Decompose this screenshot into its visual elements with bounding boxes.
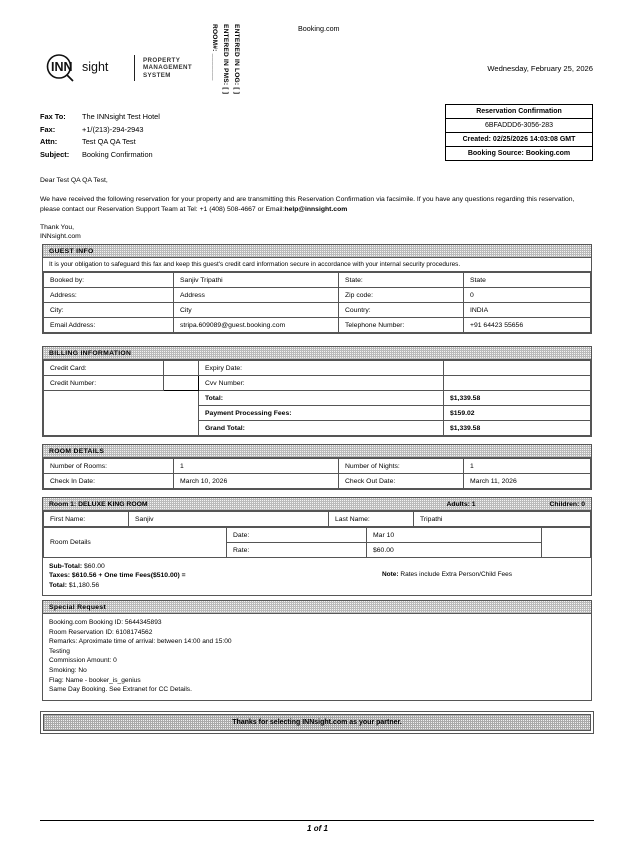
room-details-title: ROOM DETAILS	[43, 445, 591, 458]
special-request-line: Flag: Name - booker_is_genius	[49, 676, 141, 684]
taxes-line	[49, 571, 309, 580]
letter-paragraph-text: We have received the following reservation for your property and are transmitting this Reservation Confirmation via facsimile. If you have any questions regarding this reservation, please contact our Reservation Support Team at Tel: +1 (408) 508-4667 or Email:	[40, 196, 575, 213]
fax-number-row	[40, 125, 160, 134]
city-label: City:	[44, 303, 174, 318]
check-out-date-label: Check Out Date:	[339, 474, 464, 489]
svg-text:sight: sight	[82, 60, 109, 74]
entered-in-log-mark: ENTERED IN LOG: [ ]	[233, 24, 240, 95]
room-total-line	[49, 581, 309, 590]
logo-tagline-line-3: SYSTEM	[143, 71, 171, 79]
guest-info-section	[42, 244, 592, 334]
confirmation-source-label: Booking Source:	[467, 150, 524, 157]
thanks-bar-wrapper	[40, 711, 594, 734]
reservation-confirmation-box	[445, 104, 593, 161]
number-of-nights-label: Number of Nights:	[339, 459, 464, 474]
room-one-totals	[43, 558, 591, 595]
confirmation-source	[446, 147, 592, 160]
email-label: Email Address:	[44, 318, 174, 333]
room-number-mark: ROOM#: _______	[211, 24, 218, 81]
room-one-guest-table	[43, 511, 591, 527]
table-row	[44, 288, 591, 303]
guest-info-title: GUEST INFO	[43, 245, 591, 258]
telephone-value: +91 64423 55656	[464, 318, 591, 333]
special-request-body	[43, 614, 591, 700]
zip-value: 0	[464, 288, 591, 303]
grand-total-label: Grand Total:	[199, 421, 444, 436]
taxes-label: Taxes:	[49, 572, 71, 580]
special-request-line: Remarks: Aproximate time of arrival: between 14:00 and 15:00	[49, 638, 232, 646]
cvv-value	[444, 376, 591, 391]
logo-tagline	[143, 57, 192, 80]
room-details-section	[42, 444, 592, 490]
booking-source-top-label: Booking.com	[298, 24, 340, 33]
logo-divider	[134, 55, 135, 81]
room-one-header	[43, 498, 591, 511]
billing-information-section	[42, 346, 592, 437]
thanks-bar: Thanks for selecting INNsight.com as your partner.	[43, 714, 591, 731]
cvv-label: Cvv Number:	[199, 376, 444, 391]
room-rate-blank-cell	[542, 528, 591, 558]
rate-label: Rate:	[227, 543, 367, 558]
letter-closing	[40, 223, 596, 241]
booked-by-label: Booked by:	[44, 273, 174, 288]
fax-to-label: Fax To:	[40, 112, 66, 121]
room-one-note	[309, 562, 585, 590]
credit-card-label: Credit Card:	[44, 361, 164, 376]
city-value: City	[174, 303, 339, 318]
billing-blank-cell	[44, 391, 199, 436]
last-name-label: Last Name:	[329, 512, 414, 527]
table-row	[44, 303, 591, 318]
special-request-line: Smoking: No	[49, 666, 87, 674]
innsight-logo	[44, 54, 192, 82]
taxes-value: $610.56 + One time Fees($510.00) =	[71, 572, 186, 580]
letter-paragraph	[40, 195, 596, 215]
entered-in-pms-mark: ENTERED IN PMS: [ ]	[222, 24, 229, 95]
check-in-date-label: Check In Date:	[44, 474, 174, 489]
table-row	[44, 376, 591, 391]
room-details-table	[43, 458, 591, 489]
table-row	[44, 318, 591, 333]
table-row	[44, 391, 591, 406]
address-value: Address	[174, 288, 339, 303]
table-row	[44, 273, 591, 288]
page-indicator: 1 of 1	[307, 824, 328, 833]
guest-info-note: It is your obligation to safeguard this fax and keep this guest's credit card information secure in accordance with your internal security procedures.	[43, 258, 591, 272]
table-row	[44, 512, 591, 527]
letter-thanks: Thank You,	[40, 224, 75, 231]
special-request-line: Room Reservation ID: 6108174562	[49, 628, 153, 636]
check-out-date-value: March 11, 2026	[464, 474, 591, 489]
page-header	[0, 0, 635, 100]
fax-number-label: Fax:	[40, 124, 56, 134]
room-one-section	[42, 497, 592, 596]
special-request-line: Commission Amount: 0	[49, 657, 117, 665]
processing-fees-value: $159.02	[444, 406, 591, 421]
grand-total-value: $1,339.58	[444, 421, 591, 436]
support-email: help@innsight.com	[284, 206, 348, 213]
confirmation-code: 6BFADDD6-3056-283	[446, 119, 592, 133]
check-in-date-value: March 10, 2026	[174, 474, 339, 489]
special-request-line: Same Day Booking. See Extranet for CC Details.	[49, 686, 192, 694]
guest-info-table	[43, 272, 591, 333]
last-name-value: Tripathi	[414, 512, 591, 527]
credit-card-value	[164, 361, 199, 376]
booked-by-value: Sanjiv Tripathi	[174, 273, 339, 288]
logo-tagline-line-2: MANAGEMENT	[143, 64, 193, 72]
room-total-value: $1,180.56	[68, 581, 100, 589]
room-total-label: Total:	[49, 581, 67, 589]
number-of-rooms-label: Number of Rooms:	[44, 459, 174, 474]
credit-number-value	[164, 376, 199, 391]
fax-attn-row	[40, 137, 160, 146]
table-row	[44, 361, 591, 376]
rate-date-label: Date:	[227, 528, 367, 543]
room-one-totals-left	[49, 562, 309, 590]
processing-fees-label: Payment Processing Fees:	[199, 406, 444, 421]
total-value: $1,339.58	[444, 391, 591, 406]
room-one-adults: Adults: 1	[446, 500, 476, 508]
first-name-label: First Name:	[44, 512, 129, 527]
room-one-title: Room 1: DELUXE KING ROOM	[49, 500, 148, 508]
room-note-label: Note:	[381, 571, 399, 578]
special-request-title: Special Request	[43, 601, 591, 614]
fax-subject-value: Booking Confirmation	[82, 149, 153, 159]
room-note-value: Rates include Extra Person/Child Fees	[400, 571, 513, 578]
rate-value: $60.00	[367, 543, 542, 558]
table-row	[44, 474, 591, 489]
rate-date-value: Mar 10	[367, 528, 542, 543]
state-value: State	[464, 273, 591, 288]
innsight-wordmark	[44, 54, 130, 82]
fax-to-value: The INNsight Test Hotel	[82, 112, 160, 121]
letter-body	[40, 176, 596, 249]
address-label: Address:	[44, 288, 174, 303]
sub-total-line	[49, 562, 309, 571]
credit-number-label: Credit Number:	[44, 376, 164, 391]
footer-rule	[40, 820, 594, 821]
sub-total-label: Sub-Total:	[49, 563, 83, 570]
confirmation-created-label: Created:	[462, 136, 491, 143]
billing-title: BILLING INFORMATION	[43, 347, 591, 360]
fax-attn-value: Test QA QA Test	[82, 137, 136, 146]
country-label: Country:	[339, 303, 464, 318]
expiry-date-value	[444, 361, 591, 376]
sub-total-value: $60.00	[84, 563, 105, 570]
confirmation-source-value: Booking.com	[525, 150, 571, 157]
document-date: Wednesday, February 25, 2026	[487, 64, 593, 73]
zip-label: Zip code:	[339, 288, 464, 303]
special-request-line: Testing	[49, 647, 70, 655]
country-value: INDIA	[464, 303, 591, 318]
letter-salutation: Dear Test QA QA Test,	[40, 177, 108, 184]
state-label: State:	[339, 273, 464, 288]
confirmation-created	[446, 133, 592, 147]
number-of-rooms-value: 1	[174, 459, 339, 474]
letter-signature: INNsight.com	[40, 233, 81, 240]
billing-table	[43, 360, 591, 436]
confirmation-title: Reservation Confirmation	[446, 105, 592, 119]
fax-stamp-marks	[196, 22, 258, 102]
confirmation-created-value: 02/25/2026 14:03:08 GMT	[492, 136, 576, 143]
expiry-date-label: Expiry Date:	[199, 361, 444, 376]
room-one-children: Children: 0	[549, 500, 585, 508]
total-label: Total:	[199, 391, 444, 406]
table-row	[44, 459, 591, 474]
number-of-nights-value: 1	[464, 459, 591, 474]
logo-tagline-line-1: PROPERTY	[143, 56, 181, 64]
email-value: stripa.609089@guest.booking.com	[174, 318, 339, 333]
special-request-section	[42, 600, 592, 701]
svg-text:INN: INN	[51, 60, 73, 74]
fax-subject-label: Subject:	[40, 149, 70, 159]
telephone-label: Telephone Number:	[339, 318, 464, 333]
fax-subject-row	[40, 150, 160, 159]
first-name-value: Sanjiv	[129, 512, 329, 527]
room-details-cell-label: Room Details	[44, 528, 227, 558]
fax-to-row	[40, 112, 160, 121]
special-request-line: Booking.com Booking ID: 5644345893	[49, 619, 162, 626]
room-one-rate-table	[43, 527, 591, 558]
fax-attn-label: Attn:	[40, 137, 58, 146]
magnifier-icon	[44, 54, 130, 82]
fax-recipient-block	[40, 112, 160, 162]
fax-number-value: +1/(213)-294-2943	[82, 124, 144, 134]
table-row	[44, 528, 591, 543]
